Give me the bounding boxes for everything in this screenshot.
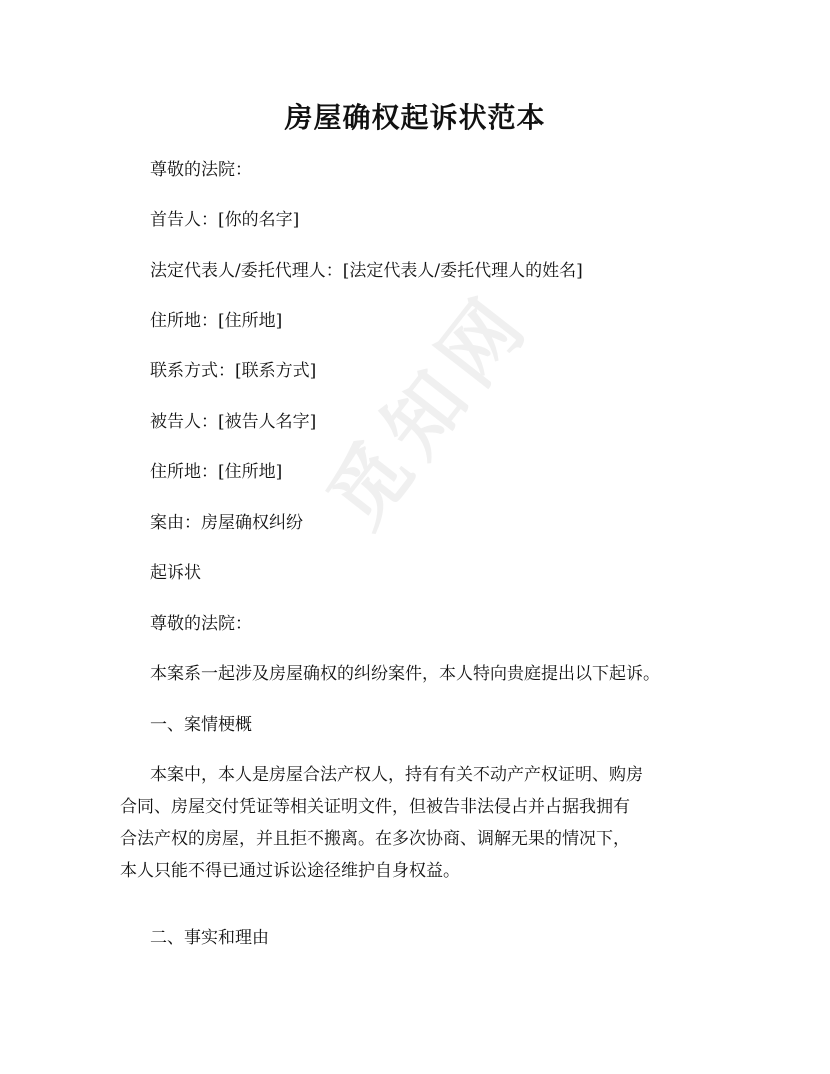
paragraph-line: 本案中，本人是房屋合法产权人，持有有关不动产产权证明、购房 [150, 765, 643, 785]
section-two-heading: 二、事实和理由 [150, 928, 269, 948]
intro-sentence: 本案系一起涉及房屋确权的纠纷案件，本人特向贵庭提出以下起诉。 [150, 664, 660, 684]
defendant-address-line: 住所地：[住所地] [150, 462, 283, 482]
paragraph-line: 合同、房屋交付凭证等相关证明文件，但被告非法侵占并占据我拥有 [120, 797, 630, 817]
defendant-line: 被告人：[被告人名字] [150, 412, 317, 432]
complaint-heading: 起诉状 [150, 563, 201, 583]
salutation-repeat: 尊敬的法院： [150, 614, 252, 634]
document-title: 房屋确权起诉状范本 [284, 101, 546, 134]
cause-line: 案由：房屋确权纠纷 [150, 513, 303, 533]
section-one-heading: 一、案情梗概 [150, 715, 252, 735]
contact-line: 联系方式：[联系方式] [150, 361, 317, 381]
paragraph-line: 合法产权的房屋，并且拒不搬离。在多次协商、调解无果的情况下， [120, 829, 630, 849]
salutation: 尊敬的法院： [150, 160, 252, 180]
plaintiff-address-line: 住所地：[住所地] [150, 311, 283, 331]
case-summary-paragraph [120, 763, 643, 883]
plaintiff-line: 首告人：[你的名字] [150, 210, 300, 230]
paragraph-line: 本人只能不得已通过诉讼途径维护自身权益。 [120, 861, 460, 881]
representative-line: 法定代表人/委托代理人：[法定代表人/委托代理人的姓名] [150, 261, 583, 281]
watermark: 觅知网 [311, 275, 549, 545]
